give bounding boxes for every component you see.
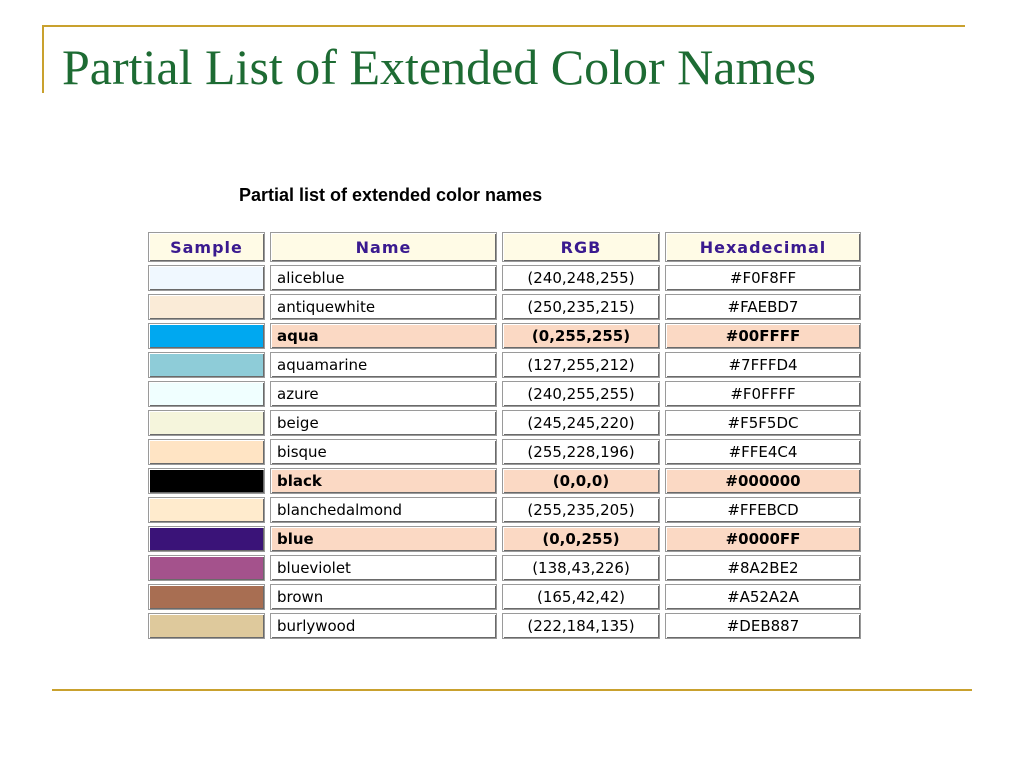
- header-sample: Sample: [148, 232, 265, 262]
- color-name: black: [270, 468, 497, 494]
- color-rgb: (0,0,255): [502, 526, 660, 552]
- color-hex: #FFE4C4: [665, 439, 861, 465]
- color-swatch: [148, 613, 265, 639]
- color-name: burlywood: [270, 613, 497, 639]
- color-hex: #000000: [665, 468, 861, 494]
- color-hex: #F0F8FF: [665, 265, 861, 291]
- color-name: blue: [270, 526, 497, 552]
- table-row: [148, 468, 861, 494]
- color-rgb: (165,42,42): [502, 584, 660, 610]
- color-hex: #0000FF: [665, 526, 861, 552]
- color-rgb: (0,0,0): [502, 468, 660, 494]
- color-rgb: (255,228,196): [502, 439, 660, 465]
- color-hex: #F5F5DC: [665, 410, 861, 436]
- table-row: [148, 323, 861, 349]
- color-rgb: (240,255,255): [502, 381, 660, 407]
- color-swatch: [148, 468, 265, 494]
- color-name: beige: [270, 410, 497, 436]
- table-row: [148, 439, 861, 465]
- table-row: [148, 497, 861, 523]
- color-name: antiquewhite: [270, 294, 497, 320]
- color-name: blueviolet: [270, 555, 497, 581]
- color-swatch: [148, 584, 265, 610]
- color-rgb: (0,255,255): [502, 323, 660, 349]
- color-swatch: [148, 352, 265, 378]
- table-row: [148, 410, 861, 436]
- color-name: aquamarine: [270, 352, 497, 378]
- header-rgb: RGB: [502, 232, 660, 262]
- color-hex: #00FFFF: [665, 323, 861, 349]
- color-hex: #7FFFD4: [665, 352, 861, 378]
- table-row: [148, 613, 861, 639]
- table-row: [148, 526, 861, 552]
- color-hex: #8A2BE2: [665, 555, 861, 581]
- color-swatch: [148, 526, 265, 552]
- color-rgb: (245,245,220): [502, 410, 660, 436]
- color-rgb: (250,235,215): [502, 294, 660, 320]
- frame-left-rule: [42, 25, 44, 93]
- color-name: bisque: [270, 439, 497, 465]
- color-swatch: [148, 381, 265, 407]
- header-hexadecimal: Hexadecimal: [665, 232, 861, 262]
- color-swatch: [148, 439, 265, 465]
- table-row: [148, 352, 861, 378]
- color-hex: #DEB887: [665, 613, 861, 639]
- color-hex: #FAEBD7: [665, 294, 861, 320]
- table-body: [148, 265, 861, 639]
- table-row: [148, 381, 861, 407]
- color-swatch: [148, 410, 265, 436]
- color-name: aliceblue: [270, 265, 497, 291]
- color-name: aqua: [270, 323, 497, 349]
- color-swatch: [148, 323, 265, 349]
- color-name: blanchedalmond: [270, 497, 497, 523]
- color-rgb: (127,255,212): [502, 352, 660, 378]
- color-swatch: [148, 497, 265, 523]
- frame-top-rule: [42, 25, 965, 27]
- table-row: [148, 294, 861, 320]
- color-name: azure: [270, 381, 497, 407]
- color-swatch: [148, 555, 265, 581]
- color-rgb: (255,235,205): [502, 497, 660, 523]
- frame-bottom-rule: [52, 689, 972, 691]
- header-name: Name: [270, 232, 497, 262]
- color-hex: #F0FFFF: [665, 381, 861, 407]
- slide-title: Partial List of Extended Color Names: [62, 39, 817, 95]
- table-row: [148, 584, 861, 610]
- table-row: [148, 265, 861, 291]
- table-header-row: [148, 232, 861, 262]
- color-name: brown: [270, 584, 497, 610]
- color-hex: #FFEBCD: [665, 497, 861, 523]
- color-hex: #A52A2A: [665, 584, 861, 610]
- color-rgb: (222,184,135): [502, 613, 660, 639]
- color-rgb: (138,43,226): [502, 555, 660, 581]
- color-swatch: [148, 294, 265, 320]
- color-swatch: [148, 265, 265, 291]
- color-names-table: [143, 229, 866, 642]
- color-rgb: (240,248,255): [502, 265, 660, 291]
- table-row: [148, 555, 861, 581]
- table-caption: Partial list of extended color names: [239, 185, 543, 205]
